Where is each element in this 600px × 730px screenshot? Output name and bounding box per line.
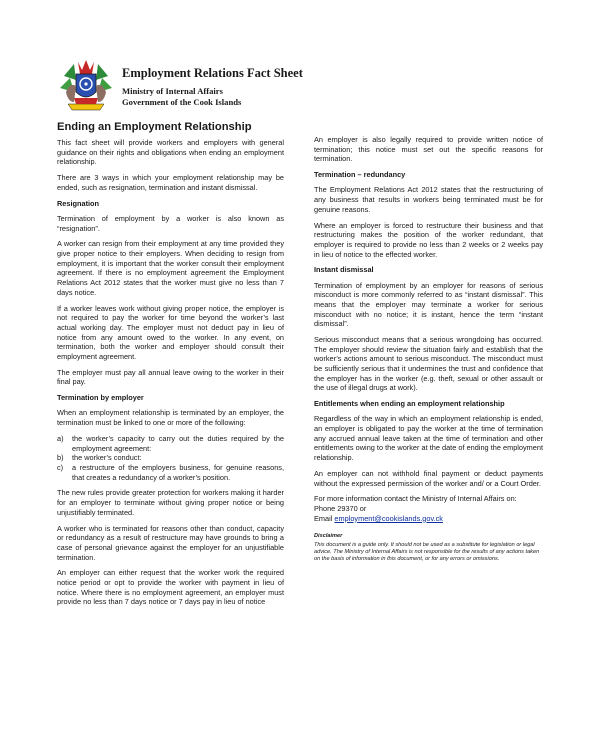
paragraph: Termination of employment by a worker is also known as “resignation”. [57,213,284,233]
paragraph: The Employment Relations Act 2012 states that the restructuring of any business that results in workers being terminated must be for genuine reasons. [314,185,543,214]
paragraph: A worker who is terminated for reasons other than conduct, capacity or redundancy as a result of restructure may have grounds to bring a case of personal grievance against the employer for an unjustifiable termination. [57,523,284,562]
ministry-name: Ministry of Internal Affairs [122,86,223,96]
phone-number: Phone 29370 or [314,504,367,514]
paragraph: Serious misconduct means that a serious wrongdoing has occurred. The employer should review the situation fairly and establish that the worker’s actions amount to serious misconduct. The misconduct must be sufficiently serious that it undermines the trust and confidence that the employer has in the worker (e.g. theft, sexual or other assault or the use of illegal drugs at work). [314,335,543,393]
paragraph: When an employment relationship is terminated by an employer, the termination must be linked to one or more of the following: [57,408,284,428]
left-column [57,120,284,613]
paragraph: An employer is also legally required to provide written notice of termination; this notice must set out the specific reasons for termination. [314,135,543,164]
cook-islands-coat-of-arms-icon [56,58,116,114]
section-heading-redundancy: Termination – redundancy [314,170,406,180]
list-marker: c) [57,462,64,472]
disclaimer-text: This document is a guide only. It should not be used as a substitute for legislation or legal advice. The Ministry of Internal Affairs is not responsible for the results of any actions taken on the basis of information in this document, or for any errors or omissions. [314,541,540,563]
paragraph: An employer can either request that the worker work the required notice period or opt to provide the worker with payment in lieu of notice. Where there is no employment agreement, an employer must provide no less than 7 days notice or 7 days pay in lieu of notice [57,568,284,607]
fact-sheet-title: Employment Relations Fact Sheet [122,66,303,80]
email-link[interactable]: employment@cookislands.gov.ck [334,513,443,523]
list-item-text: the worker’s capacity to carry out the duties required by the employment agreement: [72,433,284,453]
list-item [57,463,284,482]
paragraph: The employer must pay all annual leave owing to the worker in their final pay. [57,367,284,387]
paragraph: Where an employer is forced to restructure their business and that restructuring makes the position of the worker redundant, that employer is required to provide no less than 2 weeks or 2 weeks pay in lieu of notice to the effected worker. [314,220,543,259]
right-column [314,135,543,563]
section-heading-termination-by-employer: Termination by employer [57,393,144,403]
list-item-text: a restructure of the employers business, for genuine reasons, that creates a redundancy of a worker’s position. [72,462,284,482]
paragraph: Regardless of the way in which an employment relationship is ended, an employer is obligated to pay the worker at the time of termination any accrued annual leave taken at the time of termination and other entitlements owing to the worker at the date of ending the employment relationship. [314,414,543,463]
list-marker: b) [57,453,64,463]
section-heading-instant-dismissal: Instant dismissal [314,265,374,275]
header [56,58,576,120]
email-label: Email [314,513,333,523]
termination-reasons-list [57,434,284,482]
list-item [57,434,284,453]
section-heading-resignation: Resignation [57,198,100,208]
section-heading-entitlements: Entitlements when ending an employment relationship [314,399,505,409]
paragraph: This fact sheet will provide workers and employers with general guidance on their rights and obligations when ending an employment relationship. [57,138,284,167]
government-name: Government of the Cook Islands [122,97,242,107]
paragraph: There are 3 ways in which your employment relationship may be ended, such as resignation, termination and instant dismissal. [57,173,284,192]
disclaimer-heading: Disclaimer [314,533,343,540]
paragraph: The new rules provide greater protection for workers making it harder for an employer to terminate without giving proper notice or being unjustifiably terminated. [57,488,284,517]
list-item-text: the worker’s conduct: [72,453,142,463]
paragraph: A worker can resign from their employment at any time provided they give proper notice to their employers. When deciding to resign from employment, it is important that the worker consult their employment agreement. If there is no employment agreement the Employment Relations Act 2012 states that the worker must give no less than 7 days notice. [57,239,284,297]
paragraph: Termination of employment by an employer for reasons of serious misconduct is more commonly referred to as “instant dismissal”. This means that the employer may terminate a worker for serious misconduct with no notice; it is instant, hence the term “instant dismissal”. [314,280,543,329]
contact-info: For more information contact the Ministry of Internal Affairs on: [314,494,517,504]
disclaimer [314,533,543,563]
document-title: Ending an Employment Relationship [57,121,252,133]
list-item [57,453,284,463]
email-line [314,514,543,524]
header-text [122,66,303,108]
paragraph: An employer can not withhold final payment or deduct payments without the expressed permission of the worker and/ or a Court Order. [314,468,543,488]
paragraph: If a worker leaves work without giving proper notice, the employer is not required to pay the worker for time beyond the worker’s last actual working day. The employer must not deduct pay in lieu of notice from any amount owed to the worker. In any event, on termination, both the worker and employer should consult their employment agreement. [57,303,284,361]
list-marker: a) [57,433,64,443]
